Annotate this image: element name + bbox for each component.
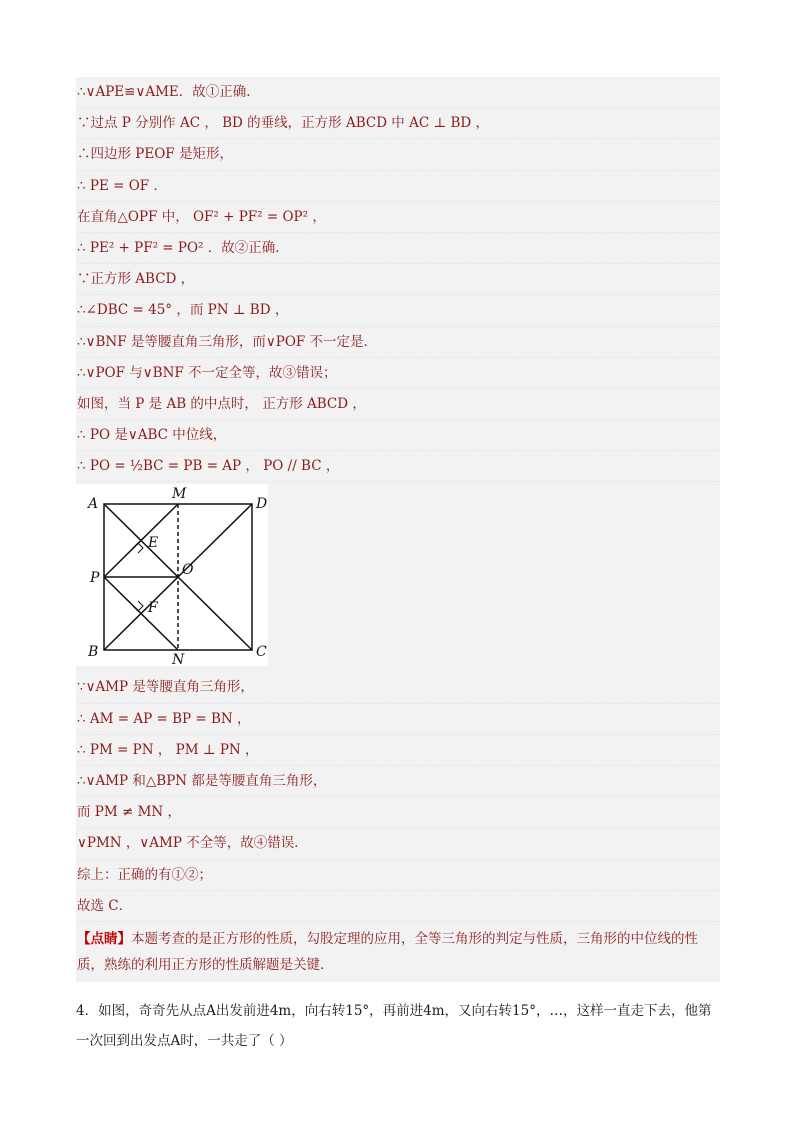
label-a: A (88, 496, 99, 513)
solution-line-10: ∴∨POF 与∨BNF 不一定全等，故③错误； (76, 358, 720, 389)
solution-line-4: ∴ PE = OF ． (76, 171, 720, 202)
solution-line-16: ∴ PM = PN ， PM ⊥ PN ， (76, 735, 720, 766)
solution-line-14: ∵∨AMP 是等腰直角三角形， (76, 672, 720, 703)
label-p: P (90, 570, 100, 587)
solution-line-13: ∴ PO = ½BC = PB = AP ， PO // BC ， (76, 451, 720, 482)
label-f: F (148, 600, 158, 617)
solution-line-1: ∴∨APE≌∨AME．故①正确． (76, 77, 720, 108)
solution-line-2: ∵过点 P 分别作 AC ， BD 的垂线，正方形 ABCD 中 AC ⊥ BD ， (76, 108, 720, 139)
solution-line-12: ∴ PO 是∨ABC 中位线， (76, 420, 720, 451)
geometry-figure (76, 484, 268, 666)
solution-line-19: ∨PMN ，∨AMP 不全等，故④错误． (76, 828, 720, 859)
label-o: O (182, 562, 194, 579)
solution-line-3: ∴四边形 PEOF 是矩形， (76, 139, 720, 170)
label-c: C (256, 644, 267, 661)
solution-line-7: ∵正方形 ABCD ， (76, 264, 720, 295)
label-e: E (148, 535, 159, 552)
solution-line-5: 在直角△OPF 中， OF² + PF² = OP² ， (76, 202, 720, 233)
label-m: M (172, 486, 187, 503)
solution-line-20: 综上：正确的有①②； (76, 860, 720, 891)
tip-text: 本题考查的是正方形的性质，勾股定理的应用，全等三角形的判定与性质，三角形的中位线的性质，熟练的利用正方形的性质解题是关键． (77, 930, 698, 973)
label-b: B (88, 644, 99, 661)
label-d: D (256, 496, 268, 513)
solution-line-21: 故选 C． (76, 891, 720, 922)
solution-line-8: ∴∠DBC = 45° ，而 PN ⊥ BD ， (76, 295, 720, 326)
solution-line-9: ∴∨BNF 是等腰直角三角形，而∨POF 不一定是． (76, 327, 720, 358)
solution-block (76, 77, 720, 982)
solution-line-15: ∴ AM = AP = BP = BN ， (76, 704, 720, 735)
figure-row (76, 482, 720, 672)
solution-line-17: ∴∨AMP 和△BPN 都是等腰直角三角形， (76, 766, 720, 797)
tip-paragraph (76, 922, 720, 982)
tip-label: 【点睛】 (77, 930, 131, 947)
question-4: 4．如图，奇奇先从点A出发前进4m，向右转15°，再前进4m，又向右转15°，…，这样一直走下去，他第一次回到出发点A时，一共走了（ ） (76, 1003, 712, 1049)
label-n: N (172, 652, 185, 667)
solution-line-18: 而 PM ≠ MN ， (76, 797, 720, 828)
solution-line-11: 如图，当 P 是 AB 的中点时， 正方形 ABCD ， (76, 389, 720, 420)
solution-line-6: ∴ PE² + PF² = PO² ．故②正确． (76, 233, 720, 264)
square-diagram (76, 484, 268, 666)
